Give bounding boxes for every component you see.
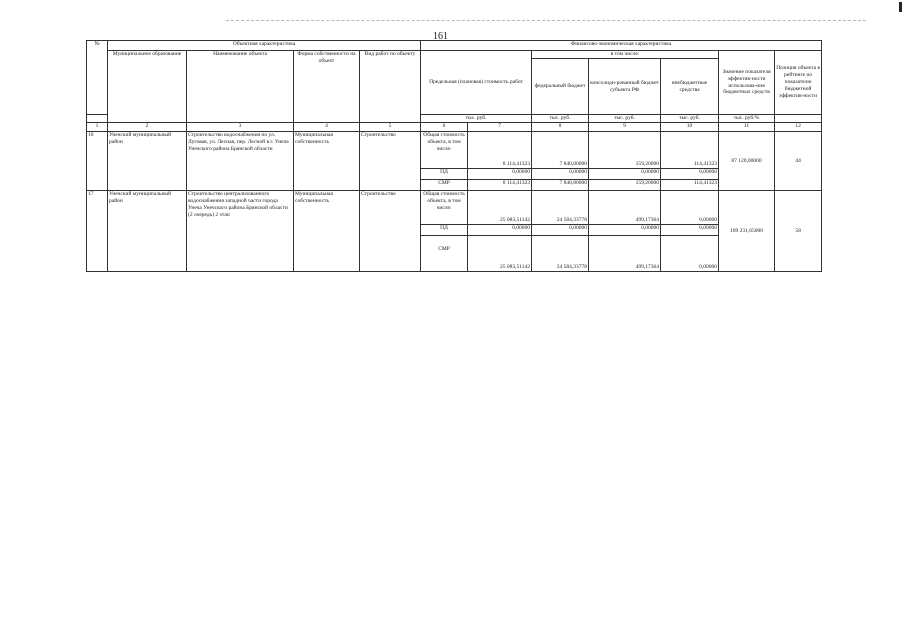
row-total-consolidated: 499,17364 xyxy=(589,191,661,225)
header-ownership: Форма собственности на объект xyxy=(294,51,360,123)
unit-cost: тыс. руб. xyxy=(421,115,532,123)
table-row xyxy=(87,191,822,225)
row-pd-federal: 0,00000 xyxy=(532,169,589,180)
row-total-extra: 0,00000 xyxy=(661,191,719,225)
row-efficiency: 109 231,65000 xyxy=(719,191,775,272)
row-pd-label: ПД xyxy=(421,169,468,180)
header-municipality: Муниципальное образование xyxy=(108,51,187,123)
row-smr-cost: 8 114,41323 xyxy=(468,180,532,191)
row-work-type: Строительство xyxy=(360,191,421,272)
row-pd-label: ПД xyxy=(421,225,468,236)
row-rank: 44 xyxy=(775,132,822,191)
scan-artifact-line xyxy=(226,20,866,21)
row-object-name: Строительство централизованного водоснабжения западной части города Унеча Унечского района Брянской области (2 очередь) 2 этап xyxy=(187,191,294,272)
header-federal: федеральный бюджет xyxy=(532,59,589,115)
column-number: 3 xyxy=(187,123,294,132)
row-pd-extra: 0,00000 xyxy=(661,169,719,180)
header-consolidated: консолиди-рованный бюджет субъекта РФ xyxy=(589,59,661,115)
column-number: 9 xyxy=(589,123,661,132)
column-number: 8 xyxy=(532,123,589,132)
row-efficiency: 87 120,00000 xyxy=(719,132,775,191)
unit-rank xyxy=(775,115,822,123)
header-extra: внебюджетные средства xyxy=(661,59,719,115)
page-number: 161 xyxy=(433,31,448,42)
column-number: 11 xyxy=(719,123,775,132)
unit-extra: тыс. руб. xyxy=(661,115,719,123)
unit-consolidated: тыс. руб. xyxy=(589,115,661,123)
header-num: № xyxy=(87,41,108,115)
row-total-label: Общая стоимость объекта, в том числе: xyxy=(421,132,468,169)
row-total-cost: 25 083,51142 xyxy=(468,191,532,225)
row-smr-label: СМР xyxy=(421,236,468,272)
row-smr-consolidated: 499,17364 xyxy=(589,236,661,272)
row-work-type: Строительство xyxy=(360,132,421,191)
column-number: 4 xyxy=(294,123,360,132)
column-number: 12 xyxy=(775,123,822,132)
row-rank: 58 xyxy=(775,191,822,272)
row-pd-extra: 0,00000 xyxy=(661,225,719,236)
header-num-filler xyxy=(87,115,108,123)
row-pd-federal: 0,00000 xyxy=(532,225,589,236)
row-pd-cost: 0,00000 xyxy=(468,225,532,236)
row-smr-federal: 24 584,33778 xyxy=(532,236,589,272)
row-total-label: Общая стоимость объекта, в том числе: xyxy=(421,191,468,225)
column-number: 10 xyxy=(661,123,719,132)
row-total-federal: 7 840,80000 xyxy=(532,132,589,169)
column-number: 1 xyxy=(87,123,108,132)
header-work-type: Вид работ по объекту xyxy=(360,51,421,123)
row-municipality: Унечский муниципальный район xyxy=(108,132,187,191)
table-row xyxy=(87,132,822,169)
row-num: 16 xyxy=(87,132,108,191)
unit-efficiency: тыс. руб/% xyxy=(719,115,775,123)
row-total-federal: 24 584,33778 xyxy=(532,191,589,225)
financial-table xyxy=(86,40,822,272)
column-number: 6 xyxy=(421,123,468,132)
column-number: 5 xyxy=(360,123,421,132)
row-total-consolidated: 159,20000 xyxy=(589,132,661,169)
row-smr-extra: 0,00000 xyxy=(661,236,719,272)
column-number: 7 xyxy=(468,123,532,132)
header-object-name: Наименование объекта xyxy=(187,51,294,123)
row-pd-consolidated: 0,00000 xyxy=(589,225,661,236)
row-smr-label: СМР xyxy=(421,180,468,191)
header-cost: Предельная (плановая) стоимость работ xyxy=(421,51,532,115)
unit-federal: тыс. руб. xyxy=(532,115,589,123)
row-municipality: Унечский муниципальный район xyxy=(108,191,187,272)
row-smr-consolidated: 159,20000 xyxy=(589,180,661,191)
row-smr-extra: 114,41323 xyxy=(661,180,719,191)
header-including: в том числе: xyxy=(532,51,719,59)
header-efficiency: Значение показателя эффектив-ности использова-ния бюджетных средств xyxy=(719,51,775,115)
row-ownership: Муниципальная собственность xyxy=(294,132,360,191)
row-pd-cost: 0,00000 xyxy=(468,169,532,180)
row-total-extra: 114,41323 xyxy=(661,132,719,169)
row-smr-federal: 7 840,80000 xyxy=(532,180,589,191)
row-num: 17 xyxy=(87,191,108,272)
scan-edge-mark xyxy=(899,2,902,12)
header-rank: Позиция объекта в рейтинге по показателю бюджетной эффектив-ности xyxy=(775,51,822,115)
row-smr-cost: 25 083,51142 xyxy=(468,236,532,272)
row-total-cost: 8 114,41323 xyxy=(468,132,532,169)
row-pd-consolidated: 0,00000 xyxy=(589,169,661,180)
column-number: 2 xyxy=(108,123,187,132)
row-object-name: Строительство водоснабжения по ул. Луговая, ул. Лесная, пер. Лесной в г. Унеча Унечского района Брянской области xyxy=(187,132,294,191)
header-object-group: Объектная характеристика xyxy=(108,41,421,51)
header-finance-group: Финансово-экономическая характеристика xyxy=(421,41,822,51)
row-ownership: Муниципальная собственность xyxy=(294,191,360,272)
